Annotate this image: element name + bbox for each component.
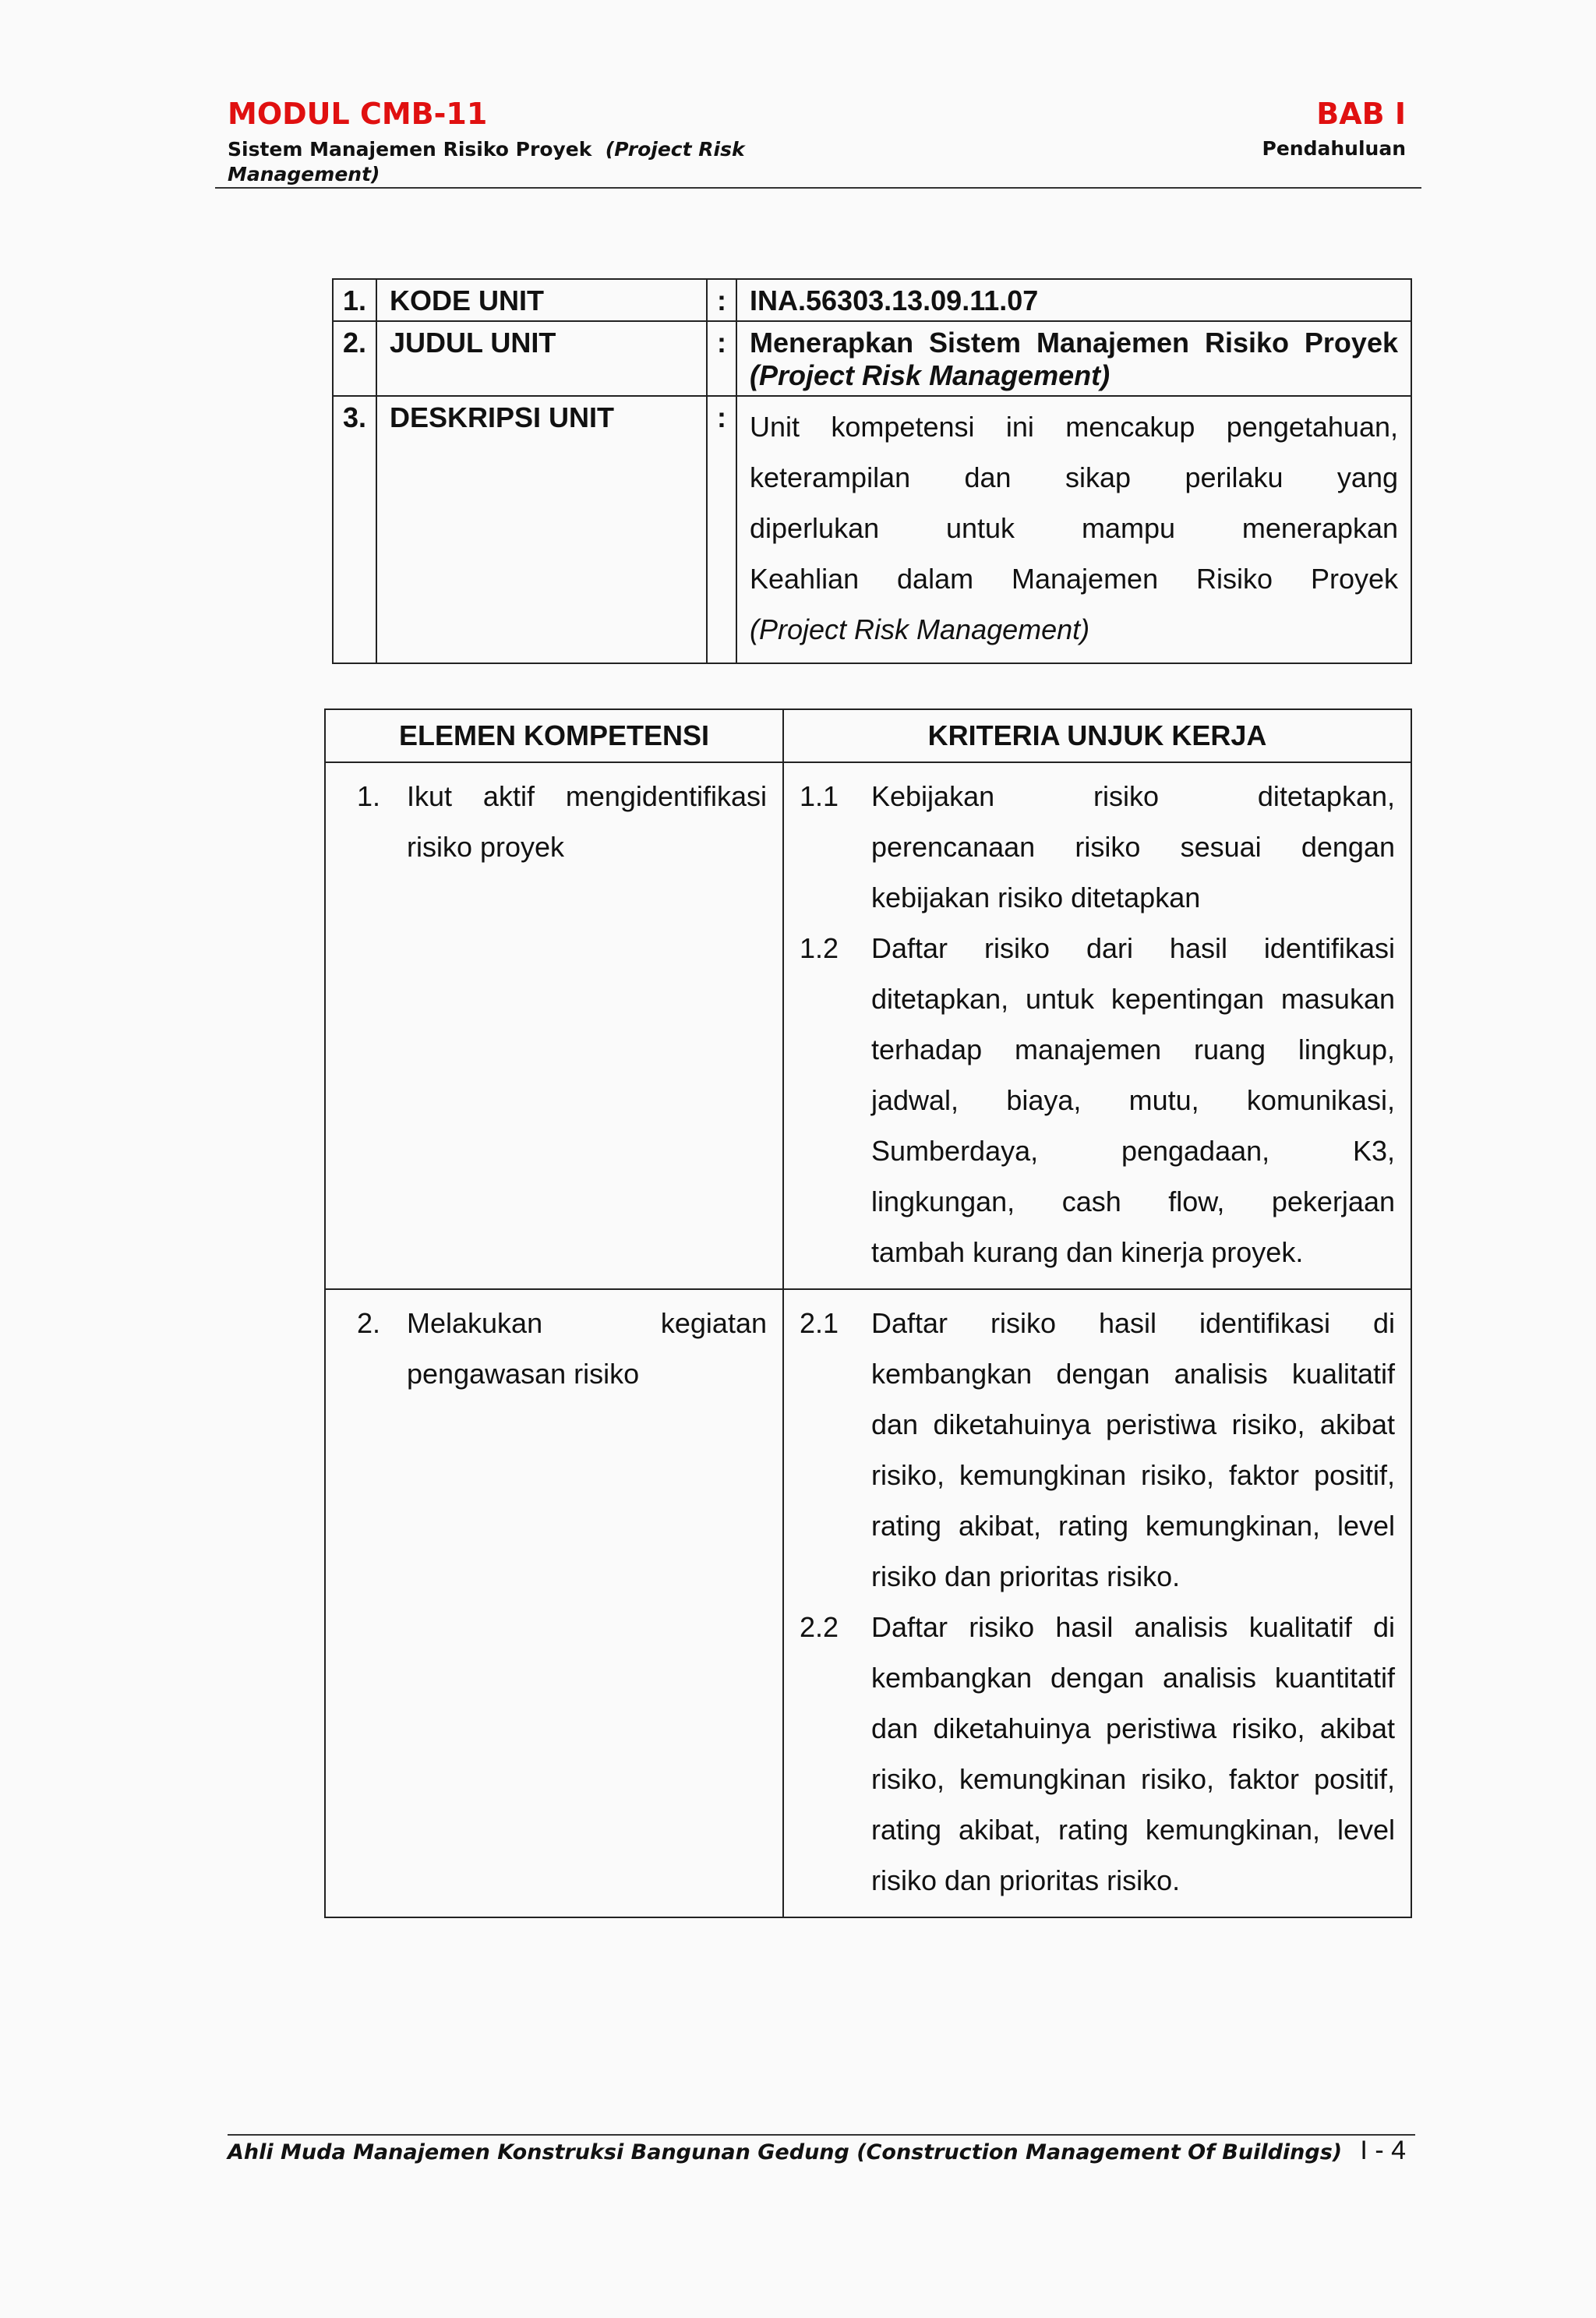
unit-row-colon: : xyxy=(707,396,736,663)
chapter-label: BAB I xyxy=(1316,97,1406,131)
element-text xyxy=(407,771,767,872)
description-line-italic: (Project Risk Management) xyxy=(750,613,1090,645)
description-line: keterampilan dan sikap perilaku yang xyxy=(750,461,1398,493)
element-number: 2. xyxy=(357,1307,381,1339)
unit-row-title xyxy=(333,321,1411,396)
unit-row-num: 2. xyxy=(333,321,376,396)
element-number: 1. xyxy=(357,780,381,812)
criteria-line: kembangkan dengan analisis kualitatif xyxy=(871,1358,1395,1390)
competency-table xyxy=(324,708,1412,1918)
element-text xyxy=(407,1298,767,1399)
element-line: pengawasan risiko xyxy=(407,1358,640,1390)
module-title: MODUL CMB-11 xyxy=(228,97,488,131)
unit-title-value xyxy=(736,321,1411,396)
competency-row xyxy=(325,762,1411,1289)
criteria-line: lingkungan, cash flow, pekerjaan xyxy=(871,1186,1395,1217)
unit-description-value xyxy=(736,396,1411,663)
criteria-number: 1.2 xyxy=(800,932,839,964)
criteria-item xyxy=(800,771,1395,923)
criteria-line: kebijakan risiko ditetapkan xyxy=(871,882,1201,913)
criteria-line: Sumberdaya, pengadaan, K3, xyxy=(871,1135,1395,1167)
criteria-line: risiko, kemungkinan risiko, faktor positif, xyxy=(871,1459,1395,1491)
module-subtitle xyxy=(228,137,789,187)
criteria-line: kembangkan dengan analisis kuantitatif xyxy=(871,1662,1395,1694)
unit-row-label: DESKRIPSI UNIT xyxy=(376,396,707,663)
criteria-text xyxy=(871,1602,1395,1906)
criteria-line: Daftar risiko hasil analisis kualitatif di xyxy=(871,1611,1395,1643)
criteria-line: Daftar risiko dari hasil identifikasi xyxy=(871,932,1395,964)
unit-row-colon: : xyxy=(707,279,736,321)
criteria-cell xyxy=(783,1289,1411,1917)
unit-row-num: 3. xyxy=(333,396,376,663)
criteria-line: rating akibat, rating kemungkinan, level xyxy=(871,1814,1395,1846)
criteria-line: ditetapkan, untuk kepentingan masukan xyxy=(871,983,1395,1015)
criteria-line: dan diketahuinya peristiwa risiko, akibat xyxy=(871,1408,1395,1440)
criteria-cell xyxy=(783,762,1411,1289)
criteria-line: risiko dan prioritas risiko. xyxy=(871,1560,1181,1592)
criteria-item xyxy=(800,1602,1395,1906)
header-criteria: KRITERIA UNJUK KERJA xyxy=(783,709,1411,762)
unit-code-value: INA.56303.13.09.11.07 xyxy=(736,279,1411,321)
criteria-item xyxy=(800,1298,1395,1602)
description-line: diperlukan untuk mampu menerapkan xyxy=(750,512,1398,544)
criteria-number: 1.1 xyxy=(800,780,839,812)
criteria-line: perencanaan risiko sesuai dengan xyxy=(871,831,1395,863)
module-subtitle-italic: (Project Risk Management) xyxy=(228,138,745,186)
criteria-line: risiko dan prioritas risiko. xyxy=(871,1864,1181,1896)
footer-title: Ahli Muda Manajemen Konstruksi Bangunan Gedung (Construction Management Of Buildings) xyxy=(228,2140,1343,2164)
description-line: Keahlian dalam Manajemen Risiko Proyek xyxy=(750,563,1398,595)
element-line: Melakukan kegiatan xyxy=(407,1307,767,1339)
criteria-line: jadwal, biaya, mutu, komunikasi, xyxy=(871,1084,1395,1116)
page-number: I - 4 xyxy=(1360,2136,1406,2165)
unit-title-plain: Menerapkan Sistem Manajemen Risiko Proyek xyxy=(750,327,1398,359)
competency-row xyxy=(325,1289,1411,1917)
criteria-line: dan diketahuinya peristiwa risiko, akibat xyxy=(871,1712,1395,1744)
criteria-text xyxy=(871,771,1395,923)
criteria-line: terhadap manajemen ruang lingkup, xyxy=(871,1034,1395,1065)
criteria-line: tambah kurang dan kinerja proyek. xyxy=(871,1236,1304,1268)
header-element: ELEMEN KOMPETENSI xyxy=(325,709,783,762)
unit-row-num: 1. xyxy=(333,279,376,321)
footer-rule xyxy=(228,2134,1415,2136)
unit-row-label: KODE UNIT xyxy=(376,279,707,321)
element-line: risiko proyek xyxy=(407,831,565,863)
criteria-line: rating akibat, rating kemungkinan, level xyxy=(871,1510,1395,1542)
unit-title-italic: (Project Risk Management) xyxy=(750,359,1110,391)
element-cell xyxy=(325,762,783,1289)
criteria-text xyxy=(871,923,1395,1277)
section-label: Pendahuluan xyxy=(1262,137,1406,160)
description-line: Unit kompetensi ini mencakup pengetahuan, xyxy=(750,411,1398,443)
unit-row-description xyxy=(333,396,1411,663)
header-rule xyxy=(215,187,1421,189)
criteria-line: risiko, kemungkinan risiko, faktor positif, xyxy=(871,1763,1395,1795)
unit-row-code xyxy=(333,279,1411,321)
criteria-number: 2.2 xyxy=(800,1611,839,1643)
module-subtitle-plain: Sistem Manajemen Risiko Proyek xyxy=(228,138,592,161)
element-cell xyxy=(325,1289,783,1917)
element-line: Ikut aktif mengidentifikasi xyxy=(407,780,767,812)
criteria-line: Kebijakan risiko ditetapkan, xyxy=(871,780,1395,812)
criteria-text xyxy=(871,1298,1395,1602)
criteria-item xyxy=(800,923,1395,1277)
unit-row-colon: : xyxy=(707,321,736,396)
unit-table xyxy=(332,278,1412,664)
criteria-line: Daftar risiko hasil identifikasi di xyxy=(871,1307,1395,1339)
unit-row-label: JUDUL UNIT xyxy=(376,321,707,396)
competency-header-row xyxy=(325,709,1411,762)
criteria-number: 2.1 xyxy=(800,1307,839,1339)
